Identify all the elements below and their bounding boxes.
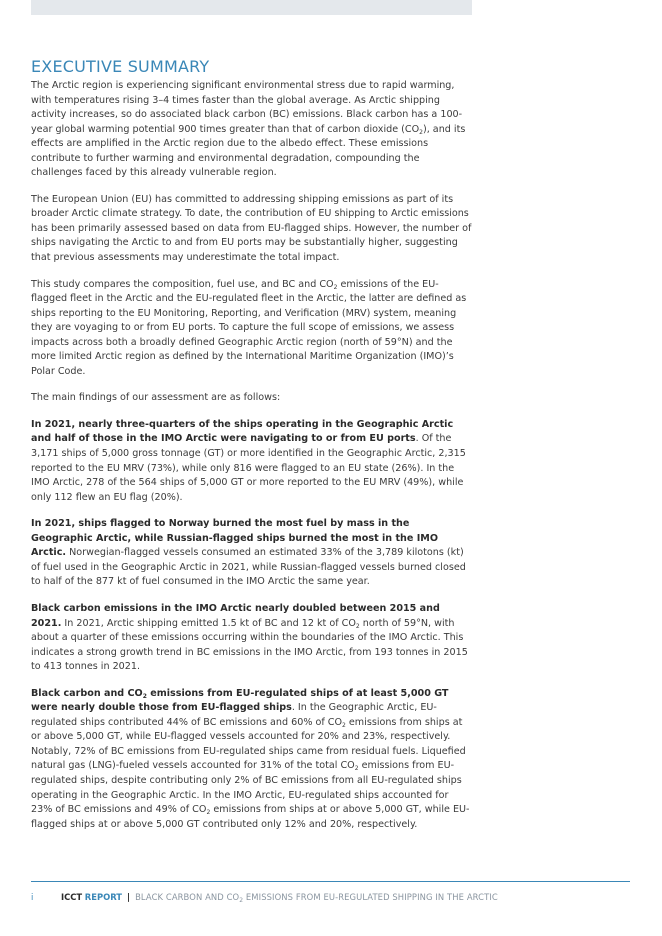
- eu-policy-paragraph: The European Union (EU) has committed to addressing shipping emissions as part of its broader Arctic climate strategy. To date, the contribution of EU shipping to Arctic emissions has been primarily assessed based on data from EU-flagged ships. However, the number of ships navigating the Arctic to and from EU ports may be substantially higher, suggesting that previous assessments may underestimate the total impact.: [31, 193, 472, 264]
- footer-separator: |: [127, 892, 131, 902]
- footer-report-title: BLACK CARBON AND $CO_2$ EMISSIONS FROM EU-REGULATED SHIPPING IN THE ARCTIC: [135, 892, 498, 904]
- finding-fuel-by-flag: In 2021, ships flagged to Norway burned the most fuel by mass in the Geographic Arctic, while Russian-flagged ships burned the most in the IMO Arctic. Norwegian-flagged vessels consumed an estimated 33% of the 3,789 kilotons (kt) of fuel used in the Geographic Arctic in 2021, while Russian-flagged vessels burned closed to half of the 877 kt of fuel consumed in the IMO Arctic the same year.: [31, 518, 466, 588]
- page-footer: [31, 891, 498, 903]
- finding-bc-growth: Black carbon emissions in the IMO Arctic nearly doubled between 2015 and 2021. In 2021, Arctic shipping emitted 1.5 kt of BC and 12 kt of $CO_2$ north of 59°N, with about a quarter of these emissions occurring within the boundaries of the IMO Arctic. This indicates a strong growth trend in BC emissions in the IMO Arctic, from 193 tonnes in 2015 to 413 tonnes in 2021.: [31, 602, 468, 673]
- footer-report-label: REPORT: [84, 892, 123, 902]
- intro-paragraph: The Arctic region is experiencing significant environmental stress due to rapid warming, with temperatures rising 3–4 times faster than the global average. As Arctic shipping activity increases, so do associated black carbon (BC) emissions. Black carbon has a 100-year global warming potential 900 times greater than that of carbon dioxide $(CO_2)$, and its effects are amplified in the Arctic region due to the albedo effect. These emissions contribute to further warming and environmental degradation, compounding the challenges faced by this already vulnerable region.: [31, 80, 466, 179]
- finding-ship-share: In 2021, nearly three-quarters of the ships operating in the Geographic Arctic and half of those in the IMO Arctic were navigating to or from EU ports. Of the 3,171 ships of 5,000 gross tonnage (GT) or more identified in the Geographic Arctic, 2,315 reported to the EU MRV (73%), while only 816 were flagged to an EU state (26%). In the IMO Arctic, 278 of the 564 ships of 5,000 GT or more reported to the EU MRV (49%), while only 112 flew an EU flag (20%).: [31, 418, 466, 503]
- header-band: [31, 0, 472, 15]
- section-heading: EXECUTIVE SUMMARY: [31, 57, 210, 76]
- finding-eu-regulated-emissions: Black carbon and $CO_2$ emissions from EU-regulated ships of at least 5,000 GT were nearly double those from EU-flagged ships. In the Geographic Arctic, EU-regulated ships contributed 44% of BC emissions and 60% of $CO_2$ emissions from ships at or above 5,000 GT, while EU-flagged vessels accounted for 20% and 23%, respectively. Notably, 72% of BC emissions from EU-regulated ships came from residual fuels. Liquefied natural gas (LNG)-fueled vessels accounted for 31% of the total $CO_2$ emissions from EU-regulated ships, despite contributing only 2% of BC emissions from all EU-regulated ships operating in the Geographic Arctic. In the IMO Arctic, EU-regulated ships accounted for 23% of BC emissions and 49% of $CO_2$ emissions from ships at or above 5,000 GT, while EU-flagged ships at or above 5,000 GT contributed only 12% and 20%, respectively.: [31, 687, 470, 830]
- executive-summary-section: [31, 56, 472, 844]
- footer-divider: [31, 881, 630, 882]
- study-scope-paragraph: This study compares the composition, fuel use, and BC and $CO_2$ emissions of the EU-flagged fleet in the Arctic and the EU-regulated fleet in the Arctic, the latter are defined as ships reporting to the EU Monitoring, Reporting, and Verification (MRV) system, meaning they are voyaging to or from EU ports. To capture the full scope of emissions, we assess impacts across both a broadly defined Geographic Arctic region (north of 59°N) and the more limited Arctic region as defined by the International Maritime Organization (IMO)’s Polar Code.: [31, 278, 467, 377]
- footer-org: ICCT: [61, 892, 83, 902]
- page-number: i: [31, 892, 34, 902]
- findings-intro: The main findings of our assessment are as follows:: [31, 392, 281, 404]
